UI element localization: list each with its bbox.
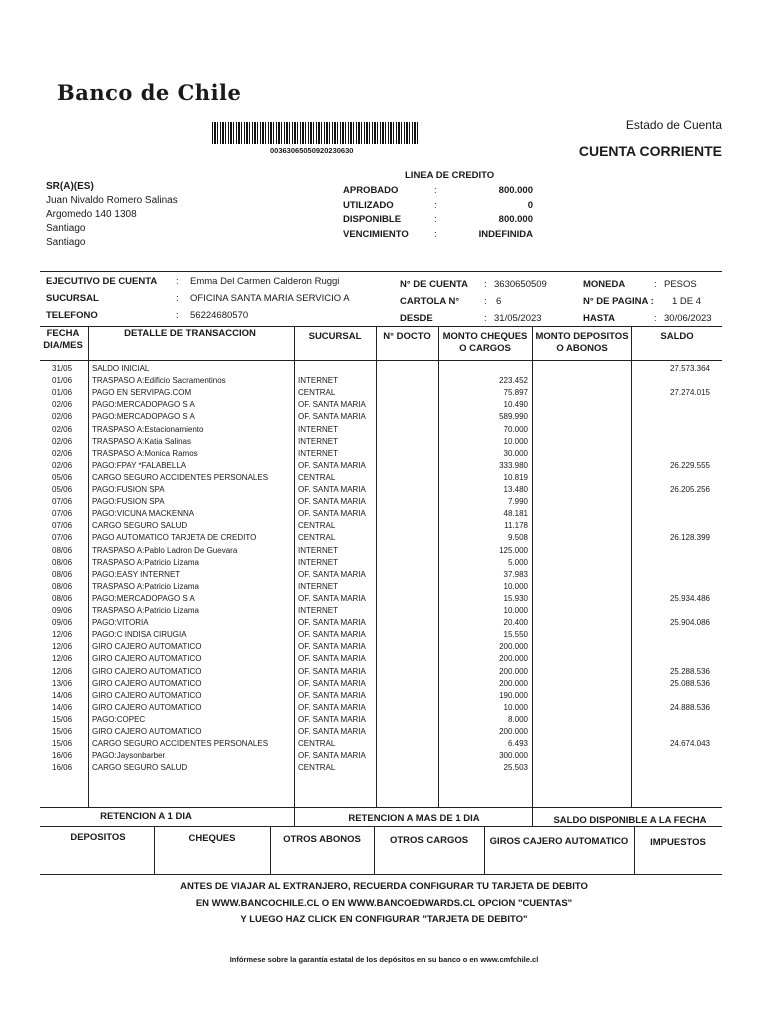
row-branch: OF. SANTA MARIA <box>298 714 366 724</box>
row-date: 08/06 <box>52 557 73 567</box>
table-row <box>0 399 768 411</box>
table-row <box>0 629 768 641</box>
cartola-label: CARTOLA N° <box>400 296 460 307</box>
account-number-label: N° DE CUENTA <box>400 279 469 290</box>
row-balance: 27.573.364 <box>669 364 710 373</box>
credit-approved-value: 800.000 <box>498 185 533 196</box>
row-branch: INTERNET <box>298 376 338 386</box>
row-description: TRASPASO A:Patricio Lizama <box>92 606 199 615</box>
row-date: 12/06 <box>52 666 73 676</box>
row-date: 05/06 <box>52 485 73 494</box>
table-header-border <box>40 360 722 361</box>
row-date: 13/06 <box>52 678 73 688</box>
row-description: PAGO:VITORIA <box>92 618 149 628</box>
colon: : <box>484 279 487 290</box>
row-charge-amount: 300.000 <box>499 751 528 761</box>
row-date: 16/06 <box>52 751 73 761</box>
row-charge-amount: 20.400 <box>503 618 528 628</box>
barcode-number: 00363065050920230630 <box>270 146 354 155</box>
row-date: 07/06 <box>52 509 73 519</box>
row-branch: CENTRAL <box>298 739 336 749</box>
row-description: GIRO CAJERO AUTOMATICO <box>92 702 202 712</box>
summary-other-charges: OTROS CARGOS <box>389 835 469 846</box>
currency-value: PESOS <box>664 279 697 290</box>
row-branch: OF. SANTA MARIA <box>298 666 366 676</box>
row-date: 02/06 <box>52 412 73 422</box>
row-description: GIRO CAJERO AUTOMATICO <box>92 690 202 700</box>
row-description: GIRO CAJERO AUTOMATICO <box>92 666 202 676</box>
row-charge-amount: 13.480 <box>503 485 528 494</box>
row-charge-amount: 48.181 <box>503 509 528 519</box>
customer-salutation: SR(A)(ES) <box>46 181 94 192</box>
row-branch: OF. SANTA MARIA <box>298 412 366 422</box>
table-row <box>0 520 768 532</box>
credit-expiry-label: VENCIMIENTO <box>343 229 409 240</box>
row-date: 08/06 <box>52 581 73 591</box>
row-branch: INTERNET <box>298 545 338 555</box>
footer-notice: Infórmese sobre la garantía estatal de los depósitos en su banco o en www.cmfchile.cl <box>229 955 539 964</box>
row-date: 07/06 <box>52 533 73 543</box>
customer-address: Argomedo 140 1308 <box>46 209 137 220</box>
row-description: SALDO INICIAL <box>92 364 150 373</box>
table-row <box>0 641 768 653</box>
table-top-border <box>40 326 722 327</box>
table-row <box>0 726 768 738</box>
row-description: TRASPASO A:Patricio Lizama <box>92 557 199 567</box>
row-branch: OF. SANTA MARIA <box>298 618 366 628</box>
row-description: PAGO:MERCADOPAGO S A <box>92 400 195 410</box>
row-branch: OF. SANTA MARIA <box>298 509 366 519</box>
row-description: PAGO:FUSION SPA <box>92 485 165 494</box>
row-date: 08/06 <box>52 545 73 555</box>
retention-more-days: RETENCION A MAS DE 1 DIA <box>348 813 480 824</box>
table-row <box>0 375 768 387</box>
table-row <box>0 436 768 448</box>
row-branch: OF. SANTA MARIA <box>298 702 366 712</box>
row-charge-amount: 200.000 <box>499 727 528 736</box>
col-divider <box>270 826 271 874</box>
row-charge-amount: 30.000 <box>503 448 528 458</box>
row-date: 02/06 <box>52 400 73 410</box>
row-description: CARGO SEGURO ACCIDENTES PERSONALES <box>92 739 269 749</box>
row-description: TRASPASO A:Estacionamiento <box>92 424 204 434</box>
row-balance: 25.934.486 <box>669 593 710 603</box>
row-date: 12/06 <box>52 642 73 652</box>
row-charge-amount: 10.490 <box>503 400 528 410</box>
row-description: GIRO CAJERO AUTOMATICO <box>92 727 202 736</box>
header-detail: DETALLE DE TRANSACCION <box>124 328 256 339</box>
row-description: PAGO AUTOMATICO TARJETA DE CREDITO <box>92 533 257 543</box>
credit-available-value: 800.000 <box>498 214 533 225</box>
row-date: 09/06 <box>52 606 73 615</box>
table-row <box>0 448 768 460</box>
retention-one-day: RETENCION A 1 DIA <box>100 811 192 822</box>
row-charge-amount: 190.000 <box>499 690 528 700</box>
row-description: CARGO SEGURO ACCIDENTES PERSONALES <box>92 472 269 482</box>
header-deposits: MONTO DEPOSITOS O ABONOS <box>535 331 629 354</box>
table-row <box>0 678 768 690</box>
branch-label: SUCURSAL <box>46 293 99 304</box>
row-description: PAGO:VICUNA MACKENNA <box>92 509 195 519</box>
row-balance: 25.904.086 <box>669 618 710 628</box>
row-date: 16/06 <box>52 763 73 773</box>
executive-label: EJECUTIVO DE CUENTA <box>46 276 158 287</box>
col-divider <box>294 807 295 826</box>
row-description: TRASPASO A:Patricio Lizama <box>92 581 199 591</box>
row-description: GIRO CAJERO AUTOMATICO <box>92 642 202 652</box>
table-row <box>0 387 768 399</box>
row-balance: 27.274.015 <box>669 388 710 398</box>
row-date: 02/06 <box>52 460 73 470</box>
header-date: FECHA DIA/MES <box>43 328 83 351</box>
row-date: 02/06 <box>52 448 73 458</box>
header-balance: SALDO <box>660 331 694 342</box>
row-date: 15/06 <box>52 739 73 749</box>
table-row <box>0 714 768 726</box>
row-description: PAGO:FUSION SPA <box>92 497 165 507</box>
row-branch: OF. SANTA MARIA <box>298 751 366 761</box>
row-date: 09/06 <box>52 618 73 628</box>
row-branch: OF. SANTA MARIA <box>298 690 366 700</box>
row-date: 02/06 <box>52 424 73 434</box>
table-row <box>0 738 768 750</box>
table-row <box>0 762 768 774</box>
row-balance: 25.288.536 <box>669 666 710 676</box>
row-date: 01/06 <box>52 388 73 398</box>
row-date: 01/06 <box>52 376 73 386</box>
row-description: PAGO:EASY INTERNET <box>92 569 181 579</box>
table-row <box>0 605 768 617</box>
summary-deposits: DEPOSITOS <box>70 832 126 843</box>
row-branch: OF. SANTA MARIA <box>298 400 366 410</box>
col-divider <box>154 826 155 874</box>
row-date: 14/06 <box>52 690 73 700</box>
row-charge-amount: 589.990 <box>499 412 528 422</box>
table-row <box>0 666 768 678</box>
row-balance: 26.229.555 <box>669 460 710 470</box>
table-row <box>0 472 768 484</box>
table-row <box>0 702 768 714</box>
phone-label: TELEFONO <box>46 310 98 321</box>
table-row <box>0 617 768 629</box>
divider <box>40 271 722 272</box>
cartola-number: 6 <box>496 296 502 307</box>
row-date: 15/06 <box>52 714 73 724</box>
table-row <box>0 508 768 520</box>
row-branch: CENTRAL <box>298 521 336 531</box>
row-date: 12/06 <box>52 654 73 664</box>
row-charge-amount: 70.000 <box>503 424 528 434</box>
colon: : <box>176 293 179 304</box>
row-branch: INTERNET <box>298 448 338 458</box>
row-branch: INTERNET <box>298 557 338 567</box>
table-row <box>0 424 768 436</box>
summary-checks: CHEQUES <box>188 833 236 844</box>
row-charge-amount: 11.178 <box>504 521 528 531</box>
row-branch: OF. SANTA MARIA <box>298 727 366 736</box>
customer-city: Santiago <box>46 223 86 234</box>
table-row <box>0 411 768 423</box>
table-row <box>0 557 768 569</box>
colon: : <box>484 313 487 324</box>
row-charge-amount: 15.930 <box>503 593 528 603</box>
currency-label: MONEDA <box>583 279 626 290</box>
row-charge-amount: 10.819 <box>503 472 528 482</box>
table-row <box>0 532 768 544</box>
row-description: PAGO:Jaysonbarber <box>92 751 166 761</box>
row-charge-amount: 6.493 <box>507 739 528 749</box>
colon: : <box>434 200 437 211</box>
row-charge-amount: 125.000 <box>499 545 528 555</box>
row-description: TRASPASO A:Monica Ramos <box>92 448 198 458</box>
row-charge-amount: 9.508 <box>507 533 528 543</box>
row-branch: OF. SANTA MARIA <box>298 678 366 688</box>
to-label: HASTA <box>583 313 616 324</box>
row-branch: CENTRAL <box>298 388 336 398</box>
credit-used-value: 0 <box>527 200 533 211</box>
document-type: Estado de Cuenta <box>625 118 722 132</box>
row-description: TRASPASO A:Edificio Sacramentinos <box>92 376 226 386</box>
account-number: 3630650509 <box>494 279 547 290</box>
header-doc: N° DOCTO <box>383 331 431 342</box>
row-description: TRASPASO A:Katia Salinas <box>92 436 192 446</box>
row-date: 07/06 <box>52 521 73 531</box>
table-row <box>0 363 768 375</box>
col-divider <box>374 826 375 874</box>
row-balance: 24.674.043 <box>669 739 710 749</box>
customer-name: Juan Nivaldo Romero Salinas <box>46 195 178 206</box>
row-charge-amount: 10.000 <box>503 581 528 591</box>
col-divider <box>634 826 635 874</box>
row-description: PAGO EN SERVIPAG.COM <box>92 388 192 398</box>
bank-logo: Banco de Chile <box>57 80 242 105</box>
row-branch: OF. SANTA MARIA <box>298 569 366 579</box>
row-charge-amount: 7.990 <box>507 497 528 507</box>
colon: : <box>434 229 437 240</box>
col-divider <box>484 826 485 874</box>
row-description: PAGO:MERCADOPAGO S A <box>92 593 195 603</box>
branch-name: OFICINA SANTA MARIA SERVICIO A <box>190 293 350 304</box>
row-branch: OF. SANTA MARIA <box>298 497 366 507</box>
row-balance: 25.088.536 <box>669 678 710 688</box>
row-branch: CENTRAL <box>298 533 336 543</box>
row-branch: OF. SANTA MARIA <box>298 654 366 664</box>
header-charges: MONTO CHEQUES O CARGOS <box>442 331 528 354</box>
row-description: CARGO SEGURO SALUD <box>92 521 188 531</box>
page-value: 1 DE 4 <box>672 296 702 307</box>
row-charge-amount: 10.000 <box>503 436 528 446</box>
colon: : <box>654 313 657 324</box>
row-date: 31/05 <box>52 364 73 373</box>
table-row <box>0 653 768 665</box>
credit-available-label: DISPONIBLE <box>343 214 402 225</box>
table-row <box>0 569 768 581</box>
row-description: TRASPASO A:Pablo Ladron De Guevara <box>92 545 238 555</box>
row-date: 05/06 <box>52 472 73 482</box>
row-description: PAGO:MERCADOPAGO S A <box>92 412 195 422</box>
barcode <box>212 122 420 144</box>
table-row <box>0 593 768 605</box>
notice-line-2: EN WWW.BANCOCHILE.CL O EN WWW.BANCOEDWARDS.CL OPCION "CUENTAS" <box>195 898 573 909</box>
row-branch: OF. SANTA MARIA <box>298 630 366 640</box>
header-branch: SUCURSAL <box>308 331 362 342</box>
row-charge-amount: 200.000 <box>499 678 528 688</box>
row-balance: 24.888.536 <box>669 702 710 712</box>
table-bottom-border <box>40 807 722 808</box>
table-row <box>0 690 768 702</box>
divider <box>40 874 722 875</box>
row-balance: 26.205.256 <box>669 485 710 494</box>
row-description: GIRO CAJERO AUTOMATICO <box>92 654 202 664</box>
credit-approved-label: APROBADO <box>343 185 399 196</box>
row-charge-amount: 25.503 <box>503 763 528 773</box>
from-label: DESDE <box>400 313 433 324</box>
table-row <box>0 484 768 496</box>
row-charge-amount: 75.897 <box>503 388 528 398</box>
row-description: GIRO CAJERO AUTOMATICO <box>92 678 202 688</box>
table-row <box>0 750 768 762</box>
table-row <box>0 581 768 593</box>
row-charge-amount: 5.000 <box>507 557 528 567</box>
notice-line-1: ANTES DE VIAJAR AL EXTRANJERO, RECUERDA CONFIGURAR TU TARJETA DE DEBITO <box>180 881 588 892</box>
summary-taxes: IMPUESTOS <box>650 837 706 848</box>
colon: : <box>434 185 437 196</box>
row-branch: OF. SANTA MARIA <box>298 460 366 470</box>
colon: : <box>176 276 179 287</box>
row-charge-amount: 200.000 <box>499 642 528 652</box>
row-branch: INTERNET <box>298 581 338 591</box>
executive-name: Emma Del Carmen Calderon Ruggi <box>190 276 340 287</box>
row-date: 12/06 <box>52 630 73 640</box>
page-label: N° DE PAGINA : <box>583 296 654 307</box>
row-description: PAGO:FPAY *FALABELLA <box>92 460 187 470</box>
row-charge-amount: 333.980 <box>499 460 528 470</box>
row-charge-amount: 10.000 <box>503 702 528 712</box>
row-branch: OF. SANTA MARIA <box>298 642 366 652</box>
row-date: 02/06 <box>52 436 73 446</box>
row-charge-amount: 200.000 <box>499 666 528 676</box>
row-date: 07/06 <box>52 497 73 507</box>
row-charge-amount: 223.452 <box>499 376 528 386</box>
row-date: 08/06 <box>52 569 73 579</box>
row-date: 08/06 <box>52 593 73 603</box>
row-charge-amount: 15.550 <box>503 630 528 640</box>
table-row <box>0 496 768 508</box>
row-charge-amount: 200.000 <box>499 654 528 664</box>
phone-value: 56224680570 <box>190 310 249 321</box>
row-charge-amount: 10.000 <box>503 606 528 615</box>
divider <box>40 826 722 827</box>
to-date: 30/06/2023 <box>664 313 712 324</box>
document-title: CUENTA CORRIENTE <box>578 143 722 159</box>
colon: : <box>434 214 437 225</box>
credit-expiry-value: INDEFINIDA <box>478 229 533 240</box>
from-date: 31/05/2023 <box>494 313 542 324</box>
colon: : <box>654 279 657 290</box>
row-date: 15/06 <box>52 727 73 736</box>
table-row <box>0 460 768 472</box>
table-row <box>0 545 768 557</box>
colon: : <box>484 296 487 307</box>
row-branch: OF. SANTA MARIA <box>298 593 366 603</box>
row-branch: CENTRAL <box>298 472 336 482</box>
row-branch: INTERNET <box>298 424 338 434</box>
row-branch: OF. SANTA MARIA <box>298 485 366 494</box>
row-date: 14/06 <box>52 702 73 712</box>
summary-other-credits: OTROS ABONOS <box>283 834 361 845</box>
row-description: PAGO:C INDISA CIRUGIA <box>92 630 187 640</box>
row-balance: 26.128.399 <box>669 533 710 543</box>
row-description: PAGO:COPEC <box>92 714 146 724</box>
credit-used-label: UTILIZADO <box>343 200 394 211</box>
available-balance-label: SALDO DISPONIBLE A LA FECHA <box>553 815 707 826</box>
row-charge-amount: 8.000 <box>507 714 528 724</box>
row-charge-amount: 37.983 <box>503 569 528 579</box>
row-branch: CENTRAL <box>298 763 336 773</box>
notice-line-3: Y LUEGO HAZ CLICK EN CONFIGURAR "TARJETA DE DEBITO" <box>240 914 528 925</box>
row-branch: INTERNET <box>298 436 338 446</box>
customer-city-2: Santiago <box>46 237 86 248</box>
colon: : <box>176 310 179 321</box>
credit-line-title: LINEA DE CREDITO <box>405 170 495 181</box>
row-branch: INTERNET <box>298 606 338 615</box>
summary-atm: GIROS CAJERO AUTOMATICO <box>489 836 629 847</box>
row-description: CARGO SEGURO SALUD <box>92 763 188 773</box>
col-divider <box>532 807 533 826</box>
